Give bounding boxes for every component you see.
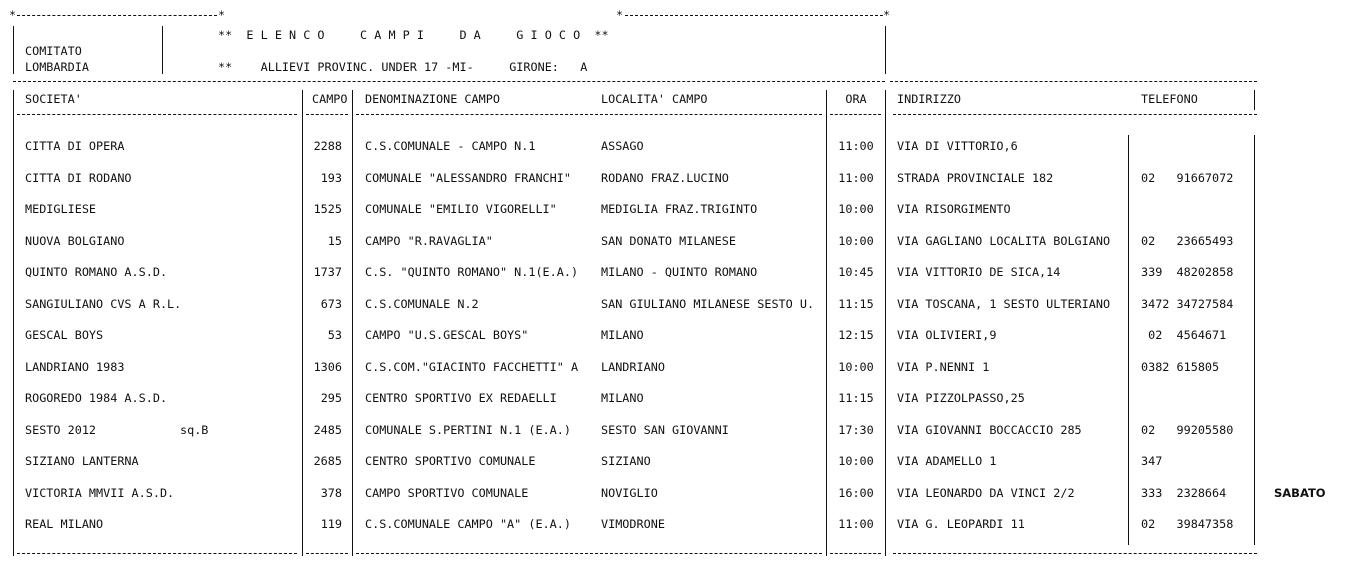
cell-societa: SESTO 2012 bbox=[25, 422, 97, 437]
comitato-divider bbox=[162, 26, 163, 74]
cell-denominazione: CENTRO SPORTIVO COMUNALE bbox=[365, 454, 536, 468]
cell-ora: 11:00 bbox=[838, 139, 874, 153]
header-bottom-border bbox=[13, 81, 885, 82]
cell-ora: 11:15 bbox=[838, 296, 874, 311]
cell-localita: SAN GIULIANO MILANESE SESTO U. bbox=[601, 296, 815, 311]
cell-societa: NUOVA BOLGIANO bbox=[25, 233, 125, 248]
cell-ora: 11:15 bbox=[838, 391, 874, 405]
cell-ora: 10:45 bbox=[838, 265, 874, 279]
cell-denominazione: CAMPO SPORTIVO COMUNALE bbox=[365, 485, 529, 500]
cell-societa: CITTA DI RODANO bbox=[25, 170, 132, 185]
cell-localita: LANDRIANO bbox=[601, 359, 665, 374]
header-indirizzo: INDIRIZZO bbox=[897, 92, 961, 106]
cell-societa: SANGIULIANO CVS A R.L. bbox=[25, 296, 182, 311]
cell-localita: MEDIGLIA FRAZ.TRIGINTO bbox=[601, 202, 758, 216]
cell-denominazione: C.S.COM."GIACINTO FACCHETTI" A bbox=[365, 359, 579, 374]
header-underline bbox=[356, 114, 822, 115]
cell-localita: SAN DONATO MILANESE bbox=[601, 233, 736, 248]
column-separator bbox=[352, 90, 353, 556]
column-separator bbox=[885, 90, 886, 556]
cell-denominazione: CENTRO SPORTIVO EX REDAELLI bbox=[365, 391, 557, 405]
table-bottom-border bbox=[893, 553, 1257, 554]
column-separator bbox=[302, 90, 303, 556]
cell-telefono: 339 48202858 bbox=[1141, 265, 1234, 279]
cell-localita: MILANO bbox=[601, 328, 644, 342]
cell-denominazione: COMUNALE "EMILIO VIGORELLI" bbox=[365, 202, 557, 216]
cell-localita: MILANO - QUINTO ROMANO bbox=[601, 265, 758, 279]
cell-campo: 53 bbox=[327, 328, 342, 342]
cell-indirizzo: VIA VITTORIO DE SICA,14 bbox=[897, 265, 1061, 279]
header-societa: SOCIETA' bbox=[25, 92, 82, 106]
document-title: ** E L E N C O C A M P I D A G I O C O ** bbox=[218, 28, 609, 42]
cell-telefono: 02 91667072 bbox=[1141, 170, 1234, 185]
corner-mark: * bbox=[218, 8, 226, 22]
cell-telefono: 0382 615805 bbox=[1141, 359, 1220, 374]
cell-localita: MILANO bbox=[601, 391, 644, 405]
cell-indirizzo: VIA OLIVIERI,9 bbox=[897, 328, 997, 342]
table-bottom-border bbox=[17, 553, 297, 554]
column-separator bbox=[1128, 135, 1129, 545]
corner-mark: * bbox=[616, 8, 624, 22]
header-localita: LOCALITA' CAMPO bbox=[601, 92, 708, 106]
box-left-edge bbox=[13, 26, 14, 74]
cell-societa: REAL MILANO bbox=[25, 517, 104, 531]
cell-ora: 10:00 bbox=[838, 454, 874, 468]
table-bottom-border bbox=[830, 553, 881, 554]
cell-societa: QUINTO ROMANO A.S.D. bbox=[25, 265, 168, 279]
cell-campo: 295 bbox=[320, 391, 342, 405]
cell-indirizzo: VIA PIZZOLPASSO,25 bbox=[897, 391, 1025, 405]
table-bottom-border bbox=[306, 553, 348, 554]
cell-localita: SESTO SAN GIOVANNI bbox=[601, 422, 729, 437]
cell-societa: GESCAL BOYS bbox=[25, 328, 104, 342]
cell-campo: 1306 bbox=[313, 359, 342, 374]
cell-indirizzo: VIA GIOVANNI BOCCACCIO 285 bbox=[897, 422, 1082, 437]
cell-indirizzo: VIA LEONARDO DA VINCI 2/2 bbox=[897, 485, 1075, 500]
header-bottom-border-right bbox=[890, 81, 1257, 82]
cell-societa: SIZIANO LANTERNA bbox=[25, 454, 139, 468]
header-denominazione: DENOMINAZIONE CAMPO bbox=[365, 92, 500, 106]
cell-campo: 1525 bbox=[313, 202, 342, 216]
column-separator bbox=[13, 90, 14, 556]
cell-localita: RODANO FRAZ.LUCINO bbox=[601, 170, 729, 185]
cell-ora: 10:00 bbox=[838, 202, 874, 216]
cell-denominazione: C.S. "QUINTO ROMANO" N.1(E.A.) bbox=[365, 265, 579, 279]
cell-denominazione: C.S.COMUNALE CAMPO "A" (E.A.) bbox=[365, 517, 571, 531]
cell-ora: 10:00 bbox=[838, 233, 874, 248]
cell-indirizzo: VIA ADAMELLO 1 bbox=[897, 454, 997, 468]
cell-campo: 673 bbox=[320, 296, 342, 311]
column-separator bbox=[826, 90, 827, 556]
cell-note: SABATO bbox=[1274, 485, 1326, 500]
top-border-left bbox=[17, 15, 217, 16]
cell-denominazione: C.S.COMUNALE N.2 bbox=[365, 296, 479, 311]
cell-telefono: 02 23665493 bbox=[1141, 233, 1234, 248]
cell-campo: 1737 bbox=[313, 265, 342, 279]
cell-societa: MEDIGLIESE bbox=[25, 202, 97, 216]
cell-societa: LANDRIANO 1983 bbox=[25, 359, 125, 374]
cell-telefono: 02 39847358 bbox=[1141, 517, 1234, 531]
header-underline bbox=[893, 114, 1257, 115]
cell-telefono: 3472 34727584 bbox=[1141, 296, 1234, 311]
cell-denominazione: COMUNALE "ALESSANDRO FRANCHI" bbox=[365, 170, 571, 185]
cell-indirizzo: VIA RISORGIMENTO bbox=[897, 202, 1011, 216]
cell-ora: 11:00 bbox=[838, 517, 874, 531]
cell-denominazione: C.S.COMUNALE - CAMPO N.1 bbox=[365, 139, 536, 153]
cell-campo: 119 bbox=[320, 517, 342, 531]
cell-telefono: 02 99205580 bbox=[1141, 422, 1234, 437]
cell-localita: VIMODRONE bbox=[601, 517, 665, 531]
header-underline bbox=[17, 114, 297, 115]
cell-campo: 193 bbox=[320, 170, 342, 185]
cell-ora: 11:00 bbox=[838, 170, 874, 185]
document-subtitle: ** ALLIEVI PROVINC. UNDER 17 -MI- GIRONE: A bbox=[218, 60, 588, 74]
header-telefono: TELEFONO bbox=[1141, 92, 1198, 106]
cell-denominazione: CAMPO "U.S.GESCAL BOYS" bbox=[365, 328, 529, 342]
cell-ora: 10:00 bbox=[838, 359, 874, 374]
cell-indirizzo: STRADA PROVINCIALE 182 bbox=[897, 170, 1054, 185]
header-underline bbox=[830, 114, 881, 115]
cell-denominazione: CAMPO "R.RAVAGLIA" bbox=[365, 233, 493, 248]
cell-denominazione: COMUNALE S.PERTINI N.1 (E.A.) bbox=[365, 422, 571, 437]
cell-localita: ASSAGO bbox=[601, 139, 644, 153]
cell-indirizzo: VIA P.NENNI 1 bbox=[897, 359, 990, 374]
top-border-right bbox=[625, 15, 883, 16]
cell-societa: ROGOREDO 1984 A.S.D. bbox=[25, 391, 168, 405]
corner-mark: * bbox=[883, 8, 891, 22]
cell-telefono: 02 4564671 bbox=[1141, 328, 1227, 342]
column-separator bbox=[1254, 90, 1255, 110]
header-underline bbox=[306, 114, 348, 115]
cell-squadra: sq.B bbox=[180, 422, 209, 437]
box-right-edge bbox=[885, 26, 886, 74]
cell-indirizzo: VIA G. LEOPARDI 11 bbox=[897, 517, 1025, 531]
cell-indirizzo: VIA DI VITTORIO,6 bbox=[897, 139, 1018, 153]
cell-campo: 2288 bbox=[313, 139, 342, 153]
column-separator bbox=[1254, 135, 1255, 545]
comitato-name: LOMBARDIA bbox=[25, 60, 89, 74]
cell-societa: VICTORIA MMVII A.S.D. bbox=[25, 485, 175, 500]
cell-ora: 16:00 bbox=[838, 485, 874, 500]
cell-campo: 15 bbox=[327, 233, 342, 248]
table-bottom-border bbox=[356, 553, 822, 554]
cell-societa: CITTA DI OPERA bbox=[25, 139, 125, 153]
cell-telefono: 333 2328664 bbox=[1141, 485, 1227, 500]
cell-campo: 378 bbox=[320, 485, 342, 500]
cell-ora: 12:15 bbox=[838, 328, 874, 342]
cell-indirizzo: VIA TOSCANA, 1 SESTO ULTERIANO bbox=[897, 296, 1111, 311]
cell-telefono: 347 bbox=[1141, 454, 1163, 468]
cell-localita: NOVIGLIO bbox=[601, 485, 658, 500]
header-campo: CAMPO bbox=[312, 92, 348, 106]
header-ora: ORA bbox=[845, 92, 867, 106]
cell-localita: SIZIANO bbox=[601, 454, 651, 468]
comitato-label: COMITATO bbox=[25, 44, 82, 58]
cell-campo: 2685 bbox=[313, 454, 342, 468]
cell-ora: 17:30 bbox=[838, 422, 874, 437]
corner-mark: * bbox=[9, 8, 17, 22]
cell-indirizzo: VIA GAGLIANO LOCALITA BOLGIANO bbox=[897, 233, 1111, 248]
cell-campo: 2485 bbox=[313, 422, 342, 437]
